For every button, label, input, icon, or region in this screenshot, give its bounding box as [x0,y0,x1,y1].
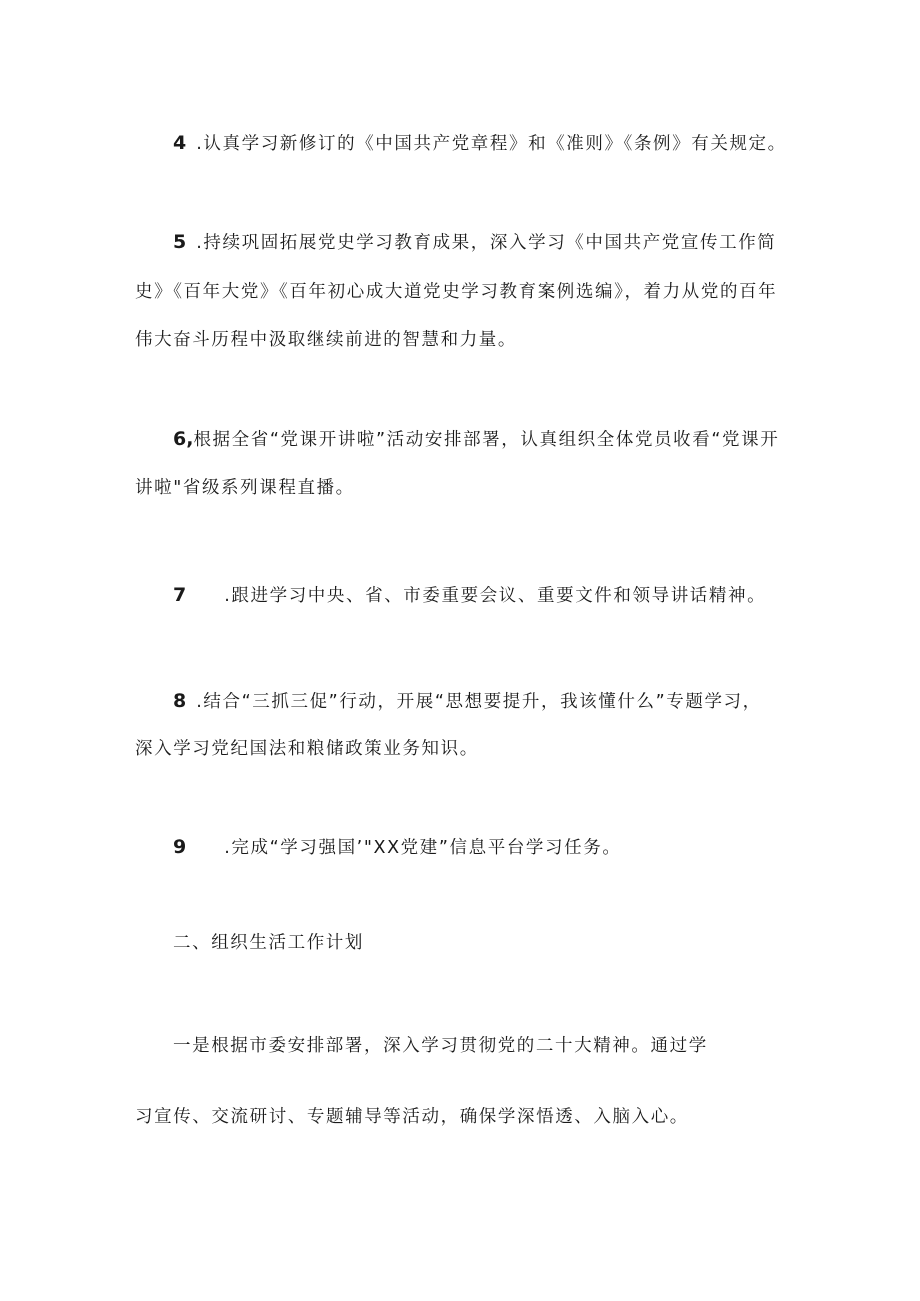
list-item-6 [173,427,779,452]
item-text-line: 深入学习党纪国法和粮储政策业务知识。 [135,739,479,759]
item-number: 5 [173,231,187,253]
paragraph-line: 习宣传、交流研讨、专题辅导等活动，确保学深悟透、入脑入心。 [135,1107,689,1127]
item-number: 4 [173,132,187,154]
item-text: .完成“学习强国’"XX党建”信息平台学习任务。 [224,838,622,858]
list-item-7 [173,583,766,608]
item-text: .认真学习新修订的《中国共产党章程》和《准则》《条例》有关规定。 [196,134,787,154]
list-item-5 [173,230,776,255]
item-text: .跟进学习中央、省、市委重要会议、重要文件和领导讲话精神。 [224,586,767,606]
item-text-line: 伟大奋斗历程中汲取继续前进的智慧和力量。 [135,330,517,350]
item-text: 根据全省“党课开讲啦”活动安排部署，认真组织全体党员收看“党课开 [193,430,780,450]
item-number: 7 [173,584,187,606]
item-text: .结合“三抓三促”行动，开展“思想要提升，我该懂什么”专题学习， [196,692,762,712]
paragraph-line: 一是根据市委安排部署，深入学习贯彻党的二十大精神。通过学 [173,1036,708,1056]
section-heading: 二、组织生活工作计划 [173,933,364,953]
list-item-4 [173,131,787,156]
list-item-9 [173,835,621,860]
item-text-line: 讲啦"省级系列课程直播。 [135,478,355,498]
item-number: 9 [173,836,187,858]
list-item-8 [173,689,762,714]
item-text-line: 史》《百年大党》《百年初心成大道党史学习教育案例选编》，着力从党的百年 [135,282,778,302]
item-text: .持续巩固拓展党史学习教育成果，深入学习《中国共产党宣传工作简 [196,233,777,253]
item-number: 8 [173,690,187,712]
item-number: 6, [173,428,194,450]
